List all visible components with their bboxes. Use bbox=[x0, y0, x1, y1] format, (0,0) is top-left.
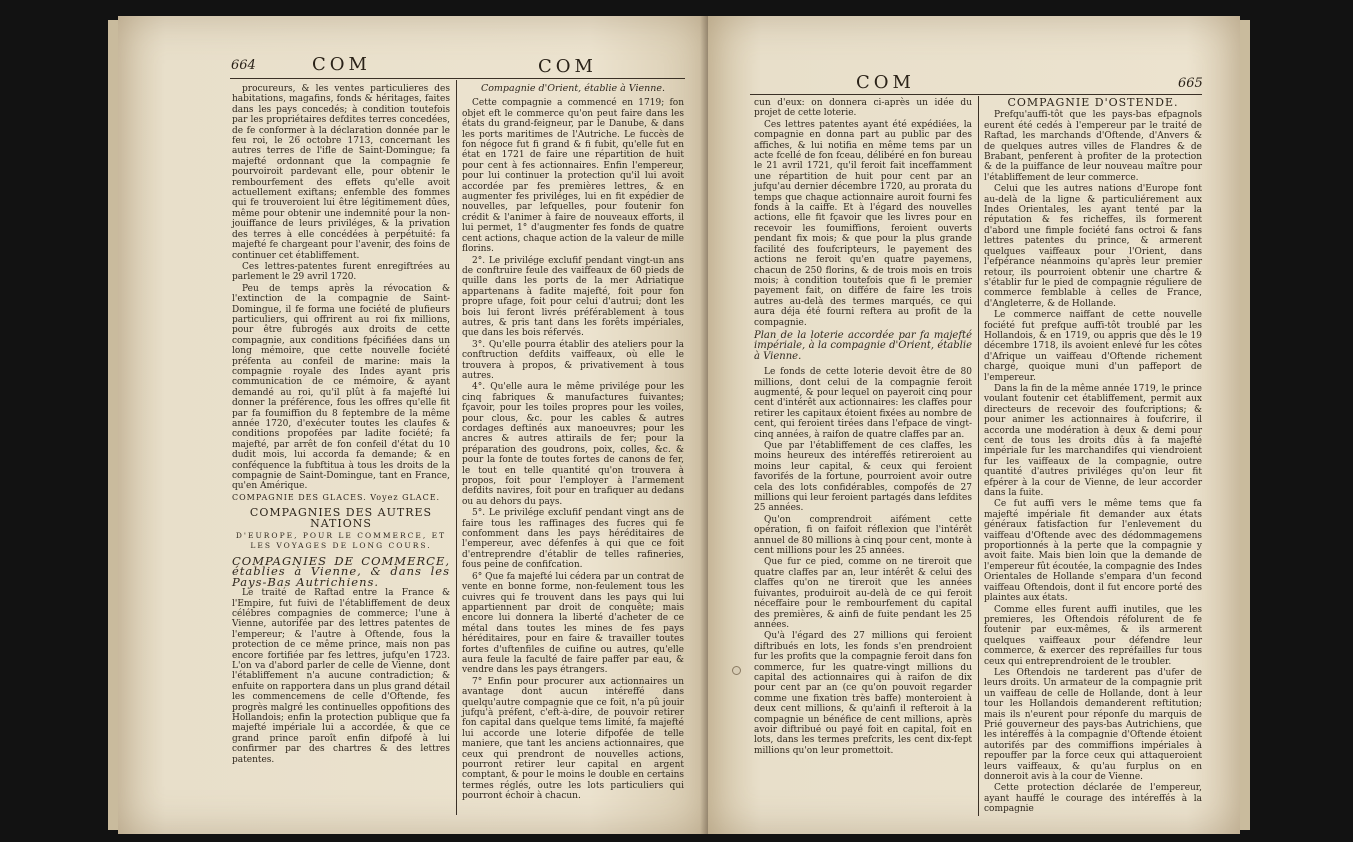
section-title: COMPAGNIES DE COMMERCE, établies à Vienne, & dans les Pays-Bas Autrichiens. bbox=[232, 553, 450, 589]
binding-hole bbox=[732, 666, 741, 675]
paragraph: 6° Que fa majefté lui cédera par un contrat de vente en bonne forme, non-feulement tous les cuivres qui fe trouvent dans les pays qui lui appartiennent par droit de conquête; mais encore lui donnera la liberté d'acheter de ce métal dans toutes les mines de fes pays héréditaires, pour en faire & travailler toutes fortes d'uftenfiles de cuifine ou autres, qu'elle aura feule la faculté de faire paffer par eau, & vendre dans les pays étrangers. bbox=[462, 571, 684, 676]
column-title: Compagnie d'Orient, établie à Vienne. bbox=[480, 83, 666, 94]
paragraph: Dans la fin de la même année 1719, le prince voulant foutenir cet établiffement, permit aux directeurs de recevoir des foufcriptions; & pour animer les actionnaires à foufcrire, il accorda une modération à deux & demi pour cent de tous les droits dûs à fa majefté impériale fur les marchandifes qui viendroient fur les vaiffeaux de la compagnie, outre quantité d'autres priviléges qu'on leur fit efpérer à la cour de Vienne, de leur accorder dans la fuite. bbox=[984, 383, 1202, 499]
page-edge-left bbox=[108, 20, 118, 830]
paragraph: 4°. Qu'elle aura le même privilége pour les cinq fabriques & manufactures fuivantes; fçavoir, pour les toiles propres pour les voiles, pour clous, &c. pour les cables & autres cordages deftinés aux manoeuvres; pour les ancres & autres attirails de fer; pour la préparation des goudrons, poix, colles, &c. & pour la fonte de toutes fortes de canons de fer, le tout en telle quantité qu'on trouvera à propos, foit pour l'employer à l'armement defdits navires, foit pour en trafiquer au dedans ou au dehors du pays. bbox=[462, 382, 684, 507]
paragraph: Qu'à l'égard des 27 millions qui feroient diftribués en lots, les fonds s'en prendroient fur les profits que la compagnie feroit dans fon commerce, fur les quatre-vingt millions du capital des actionnaires qui à raifon de dix pour cent par an (ce qu'on pouvoit regarder comme une fixation très baffe) monteroient à deux cent millions, & qu'ainfi il refteroit à la compagnie un bénéfice de cent millions, après avoir diftribué ou payé foit en capital, foit en lots, dans les termes prefcrits, les cent dix-fept millions qu'on leur promettoit. bbox=[754, 631, 972, 756]
header-rule-right bbox=[750, 94, 1202, 95]
paragraph: Le commerce naiffant de cette nouvelle fociété fut prefque auffi-tôt troublé par les Hollandois, & en 1719, ou appris que dès le 19 décembre 1718, ils avoient enlevé fur les côtes d'Afrique un vaiffeau d'Oftende richement chargé, quoique muni d'un paffeport de l'empereur. bbox=[984, 310, 1202, 383]
paragraph: Cette compagnie a commencé en 1719; fon objet eft le commerce qu'on peut faire dans les états du grand-feigneur, par le Danube, & dans les ports maritimes de l'Autriche. Le fuccès de fon négoce fut fi grand & fi fubit, qu'elle fut en état en 1721 de faire une répartition de huit pour cent à fes actionnaires. Enfin l'empereur, pour lui continuer la protection qu'il lui avoit accordée par fes premières lettres, & en augmenter fes priviléges, lui en fit expédier de nouvelles, par lefquelles, pour foutenir fon crédit & l'animer à faire de nouveaux efforts, il lui permet, 1° d'augmenter fes fonds de quatre cent actions, chaque action de la valeur de mille florins. bbox=[462, 98, 684, 255]
paragraph: Comme elles furent auffi inutiles, que les premieres, les Oftendois réfolurent de fe foutenir par eux-mêmes, & ils armerent quelques vaiffeaux pour défendre leur commerce, & exercer des repréfailles fur tous ceux qui entreprendroient de le troubler. bbox=[984, 604, 1202, 667]
right-column-1 bbox=[754, 98, 972, 813]
page-number-left: 664 bbox=[231, 58, 256, 73]
paragraph: Les Oftendois ne tarderent pas d'ufer de leurs droits. Un armateur de la compagnie prit un vaiffeau de celle de Hollande, dont à leur tour les Hollandois demanderent reftitution; mais ils n'eurent pour réponfe du marquis de Prié gouverneur des pays-bas Autrichiens, que les intéreffés à la compagnie d'Oftende étoient autorifés par des commiffions impériales à repouffer par la force ceux qui attaqueroient leurs vaiffeaux, & qu'au furplus on en donneroit avis à la cour de Vienne. bbox=[984, 667, 1202, 782]
paragraph: 2°. Le privilége exclufif pendant vingt-un ans de conftruire feule des vaiffeaux de 60 pieds de quille dans les ports de la mer Adriatique appartenans à fadite majefté, foit pour fon propre ufage, foit pour celui d'autrui; dont les bois lui feront livrés préférablement à tous autres, & pris tant dans les forêts impériales, que dans les bois réfervés. bbox=[462, 255, 684, 339]
running-head-left: COM bbox=[312, 54, 371, 75]
cross-reference: COMPAGNIE DES GLACES. Voyez GLACE. bbox=[232, 492, 441, 502]
paragraph: Prefqu'auffi-tôt que les pays-bas efpagnols eurent été cedés à l'empereur par le traité de Raftad, les marchands d'Oftende, d'Anvers & de quelques autres villes de Flandres & de Brabant, penferent à profiter de la protection & de la puiffance de leur nouveau maître pour l'établiffement de leur commerce. bbox=[984, 110, 1202, 183]
right-page bbox=[708, 16, 1240, 834]
paragraph: cun d'eux: on donnera ci-après un idée du projet de cette loterie. bbox=[754, 98, 972, 119]
left-column-2 bbox=[462, 84, 684, 814]
paragraph: Le fonds de cette loterie devoit être de 80 millions, dont celui de la compagnie feroit augmenté, & pour lequel on payeroit cinq pour cent d'intérêt aux actionnaires: les claffes pour retirer les capitaux étoient fixées au nombre de cent, qui feroient tirées dans l'efpace de vingt-cinq années, à raifon de quatre claffes par an. bbox=[754, 367, 972, 440]
paragraph: Que fur ce pied, comme on ne tireroit que quatre claffes par an, leur intérêt & celui des claffes qu'on ne tireroit que les années fuivantes, produiroit au-delà de ce qui feroit néceffaire pour le rembourfement du capital des premières, & ainfi de fuite pendant les 25 années. bbox=[754, 557, 972, 630]
running-head-left-center: COM bbox=[538, 56, 597, 77]
paragraph: procureurs, & les ventes particulieres des habitations, magafins, fonds & héritages, faites dans les pays concedés; à condition toutefois par les propriétaires defdites terres concedées, de fe conformer à la déclaration donnée par le feu roi, le 26 octobre 1713, concernant les autres terres de l'ifle de Saint-Domingue; fa majefté ordonnant que la compagnie fe pourvoiroit pardevant elle, pour obtenir le rembourfement des effets qu'elle avoit actuellement exiftans; enfemble des fommes qui fe trouveroient lui être légitimement dûes, même pour obtenir une indemnité pour la non-jouiffance de leurs priviléges, & la privation des terres à elle concédées à perpétuité: fa majefté fe chargeant pour l'avenir, des foins de continuer cet établiffement. bbox=[232, 84, 450, 261]
paragraph: Cette protection déclarée de l'empereur, ayant hauffé le courage des intéreffés à la compagnie bbox=[984, 783, 1202, 815]
left-page bbox=[118, 16, 708, 834]
column-divider-left bbox=[456, 80, 457, 815]
column-divider-right bbox=[978, 96, 979, 816]
paragraph: 3°. Qu'elle pourra établir des ateliers pour la conftruction defdits vaiffeaux, où elle le trouvera à propos, & privativement à tous autres. bbox=[462, 339, 684, 381]
paragraph: 5°. Le privilége exclufif pendant vingt ans de faire tous les raffinages des fucres qui fe confomment dans les pays héréditaires de l'empereur, avec défenfes à qui que ce foit d'entreprendre d'établir de telles rafineries, fous peine de confifcation. bbox=[462, 508, 684, 571]
page-number-right: 665 bbox=[1178, 76, 1203, 91]
paragraph: Qu'on comprendroit aifément cette opération, fi on faifoit réflexion que l'intérêt annuel de 80 millions à cinq pour cent, monte à cent millions pour les 25 années. bbox=[754, 514, 972, 557]
plan-title: Plan de la loterie accordée par fa majefté impériale, à la compagnie d'Orient, établie à Vienne. bbox=[754, 329, 972, 362]
left-column-1 bbox=[232, 84, 450, 804]
paragraph: Ce fut auffi vers le même tems que fa majefté impériale fit demander aux états généraux fatisfaction fur l'enlevement du vaiffeau d'Oftende avec des dédommagemens proportionnés à la perte que la compagnie y avoit faite. Mais bien loin que la demande de l'empereur fût écoutée, la compagnie des Indes Orientales de Hollande s'empara d'un fecond vaiffeau Oftendois, dont il fut encore porté des plaintes aux états. bbox=[984, 499, 1202, 604]
paragraph: Que par l'établiffement de ces claffes, les moins heureux des intéreffés retireroient au moins leur capital, & ceux qui feroient favorifés de la fortune, pourroient avoir outre cela des lots confidérables, compofés de 27 millions qui leur feroient partagés dans lefdites 25 années. bbox=[754, 441, 972, 514]
page-edge-right bbox=[1240, 20, 1250, 830]
paragraph: Ces lettres patentes ayant été expédiées, la compagnie en donna part au public par des affiches, & lui notifia en même tems par un acte fcellé de fon fceau, délibéré en fon bureau le 21 avril 1721, qu'il feroit fait inceffamment une répartition de huit pour cent par an jufqu'au dernier décembre 1720, au prorata du temps que chaque actionnaire auroit fourni fes fonds à la caiffe. Et à l'égard des nouvelles actions, elle fit fçavoir que les livres pour en recevoir les foumiffions, feroient ouverts pendant fix mois; & que pour la plus grande facilité des foufcripteurs, le payement des actions ne feroit qu'en quatre payemens, chacun de 250 florins, & de trois mois en trois mois; à condition toutefois que fi le premier payement fait, on différe de faire les trois autres au-delà des termes marqués, ce qui aura déja été fourni reftera au profit de la compagnie. bbox=[754, 119, 972, 328]
paragraph: Celui que les autres nations d'Europe font au-delà de la ligne & particuliérement aux Indes Orientales, les ayant tenté par la réputation & fes richeffes, ils formerent d'abord une fimple fociété fans octroi & fans lettres patentes du prince, & armerent quelques vaiffeaux pour l'Orient, dans l'efpérance néanmoins qu'après leur premier retour, ils pourroient obtenir une chartre & s'établir fur le pied de compagnie réguliere de commerce femblable à celles de France, d'Angleterre, & de Hollande. bbox=[984, 184, 1202, 309]
section-subheading: D'EUROPE, POUR LE COMMERCE, ET LES VOYAGES DE LONG COURS. bbox=[235, 531, 447, 551]
paragraph: Peu de temps après la révocation & l'extinction de la compagnie de Saint-Domingue, il fe forma une fociété de plufieurs particuliers, qui offrirent au roi fix millions, pour être fubrogés aux droits de cette compagnie, aux conditions fpécifiées dans un long mémoire, que cette nouvelle fociété préfenta au confeil de marine: mais la compagnie royale des Indes ayant pris communication de ce mémoire, & ayant demandé au roi, qu'il plût à fa majefté lui donner la préférence, fous les offres qu'elle fit par fa foumiffion du 8 feptembre de la même année 1720, d'exécuter toutes les claufes & conditions propofées par ladite fociété; fa majefté, par arrêt de fon confeil d'état du 10 dudit mois, lui accorda fa demande; & en conféquence la fubftitua à tous les droits de la compagnie de Saint-Domingue, tant en France, qu'en Amérique. bbox=[232, 283, 450, 492]
paragraph: 7° Enfin pour procurer aux actionnaires un avantage dont aucun intéreffé dans quelqu'autre compagnie que ce foit, n'a pû jouir jufqu'à préfent, c'eft-à-dire, de pouvoir retirer fon capital dans quelque tems limité, fa majefté lui accorde une loterie difpofée de telle maniere, que tant les anciens actionnaires, que ceux qui prendront de nouvelles actions, pourront retirer leur capital en argent comptant, & pour le moins le double en certains termes réglés, outre les lots particuliers qui pourront échoir à chacun. bbox=[462, 676, 684, 802]
paragraph: Le traité de Raftad entre la France & l'Empire, fut fuivi de l'établiffement de deux célébres compagnies de commerce; l'une à Vienne, autorifée par des lettres patentes de l'empereur; & l'autre à Oftende, fous la protection de ce même prince, mais non pas encore fortifiée par fes lettres, jufqu'en 1723. L'on va d'abord parler de celle de Vienne, dont l'établiffement n'a aucune contradiction; & enfuite on rapportera dans un plus grand détail les commencemens de celle d'Oftende, fes progrès malgré les continuelles oppofitions des Hollandois; enfin la protection publique que fa majefté impériale lui a accordée, & que ce grand prince paroît enfin difpofé à lui confirmer par des chartres & des lettres patentes. bbox=[232, 588, 450, 765]
paragraph: Ces lettres-patentes furent enregiftrées au parlement le 29 avril 1720. bbox=[232, 261, 450, 283]
running-head-right: COM bbox=[856, 72, 915, 93]
section-heading: COMPAGNIES DES AUTRES NATIONS bbox=[249, 506, 433, 530]
header-rule-left bbox=[230, 78, 685, 79]
column-title: COMPAGNIE D'OSTENDE. bbox=[1007, 96, 1179, 109]
right-column-2 bbox=[984, 98, 1202, 813]
